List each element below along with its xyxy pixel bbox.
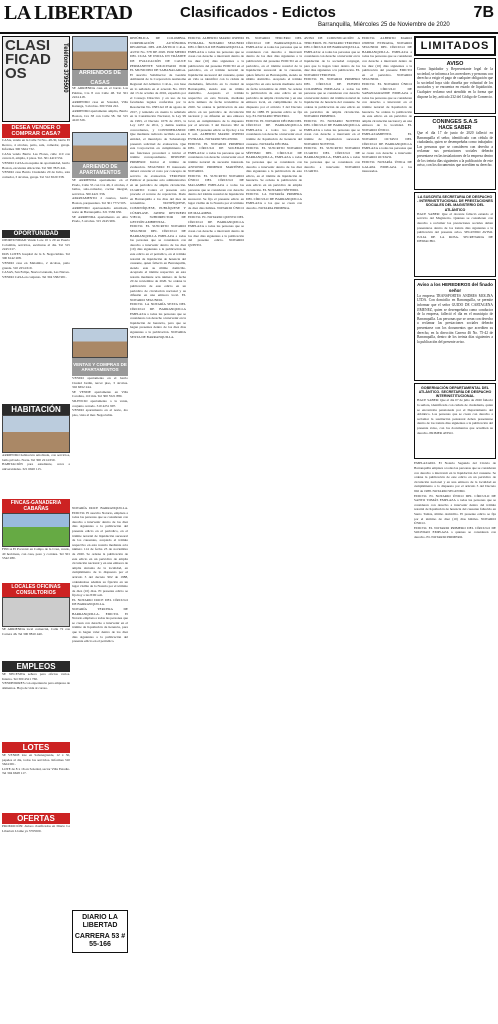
listings-offices: SE ARRIENDA local comercial, Calle 72 con Carrera 46. Tel 300 8810 440. xyxy=(2,627,71,636)
listings-farms: FINCA El Porvenir en Campo de la Cruz, vendo, 40 hectáreas, con casa, pozo y corrales. Tel 301 5542 280. xyxy=(2,547,71,561)
listings-house-rentals: SE ARRIENDA casa en el barrio Las Palmas, Cra 8 con Calle 48. Tel 301 2224 418. ARRIENDO casa en Soledad, Villa Katanga, 3 alcobas. 300 5504 222. ARRIENDO apartamento amplio, Barrio Boston, Cra 38 con Calle 58. Tel 315 4410 326. xyxy=(72,86,128,123)
edict-column-2: EDICTO. ALBERTO MARIO OSPINO ESTRADA. NOTARIO SEGUNDO DEL CÍRCULO DE BARRANQUILLA. EMPLAZA a todas las personas que se crean con derecho a intervenir dentro de los diez (10) días siguientes a la publicación del presente EDICTO en el periódico, en el trámite notarial de liquidación sucesoral del causante, quien en vida se identificó con la cédula de ciudadanía, fallecido en la ciudad de Barranquilla, siendo este su último domicilio. Aceptado el trámite respectivo en esta Notaría, mediante Acta número de fecha noviembre de 2020. Se ordena la publicación de este edicto en un periódico de circulación nacional y su difusión en una emisora local, en cumplimiento de lo dispuesto por el artículo 3 del Decreto 902 de 1988. El presente edicto se fija hoy a las 8 a.m. ALBERTO MARIO OSPINO ESTRADA. NOTARIO SEGUNDO. EDICTO. EL NOTARIO PRIMERO DEL CÍRCULO DE SOLEDAD EMPLAZA: a todas las personas que se consideren con derecho a intervenir en el trámite notarial de sucesión intestada. ANTONIO PRIMERO MARTÍNEZ, NOTARIO. EDICTO. EL SUSCRITO NOTARIO ÚNICO DEL CÍRCULO DE MALAMBO EMPLAZA a todas las personas que se consideren con derecho dentro del trámite notarial de liquidación sucesoral. Se fija el presente edicto en lugar visible de la Notaría por el término de diez días hábiles. NOTARIO ÚNICO DE MALAMBO. EDICTO. EL NOTARIO QUINTO DEL CÍRCULO DE BARRANQUILLA EMPLAZA a todas las personas que se crean con derecho a intervenir dentro de los diez días siguientes a la publicación del presente edicto. NOTARIO QUINTO. xyxy=(188,36,245,247)
aviso-heading: AVISO xyxy=(446,61,464,67)
banner-apartment-rentals: ARRIENDO DE APARTAMENTOS xyxy=(72,162,128,178)
heirs-heading: Aviso a los HEREDEROS del finado señor xyxy=(417,281,493,293)
coninges-text: Que el día 17 de junio de 2020 falleció en Barranquilla el señor, identificado con cédula de ciudadanía, quien se desempeñaba como trabajador. Las personas que se consideren con derecho a reclamar sus prestaciones sociales deberán presentarse en las instalaciones de la empresa dentro de los treinta días siguientes a la publicación de este aviso, con los documentos que acrediten su derecho. xyxy=(417,131,494,168)
category-buy-sell-house: DESEA VENDER O COMPRAR CASA? xyxy=(2,124,70,138)
coninges-subheading: HACE SABER xyxy=(438,125,472,131)
category-jobs: EMPLEOS xyxy=(2,661,70,672)
farm-photo xyxy=(2,513,70,547)
limitados-heading: LIMITADOS xyxy=(414,36,496,56)
category-offices: LOCALES OFICINAS CONSULTORIOS xyxy=(2,583,70,597)
classifieds-logo-word: CLASIFICADOS xyxy=(5,37,51,82)
magisterio-text: HACE SABER: Que el docente falleció estando al servicio del Magisterio. Quienes se consideren con derecho a reclamar las prestaciones sociales deben presentarse dentro de los treinta días siguientes a la publicación del presente aviso. SEGUNDO AVISO. JULIA DE LA ROSA. SECRETARIA DE DESPACHO. xyxy=(417,211,494,244)
notices-column xyxy=(414,36,496,1022)
listings-opportunity: OPORTUNIDAD Vendo Lote 10 x 20 en Puerto Colombia, servicios, escrituras al día. Tel 315 2245 017. DOS LOTES hospital de la 6. Negociables. Tel 300 6142 208. VENDO casa en Malambo, 2 alcobas, patio grande. 310 2254 619. CASAS, San Felipe, Nueva Granada, Las Nieves. VENDO CASA en conjunto. Tel 304 5582 901. xyxy=(2,238,70,279)
category-opportunity: OPORTUNIDAD xyxy=(2,230,70,238)
banner-house-rentals: ARRIENDOS DE CASAS xyxy=(72,70,128,86)
gobernacion-heading: GOBERNACIÓN DEPARTAMENTAL DEL ATLÁNTICO. SECRETARÍA DE DESPACHO INTERINSTITUCIONAL xyxy=(418,385,492,399)
aviso-text: Como liquidador y Representante legal de la sociedad, se informa a los acreedores y personas con derecho a exigir el pago de cualquier obligación que la sociedad haya sido disuelta por voluntad de los asociados y se encuentra en estado de liquidación. Cualquier reclamo será atendido en la forma que dispone la ley, artículo 232 del Código de Comercio. xyxy=(417,67,494,99)
listings-lots: SE VENDE lote en Sabanagrande, 12 x 30, papeles al día, todos los servicios. Informes 310 5624 001. LOTE de 8 x 16 en Soledad, sector Villa Estadio. Tel 304 6628 117. xyxy=(2,753,70,776)
notice-text: NOTARÍA DOCE BARRANQUILLA. EDICTO. El suscrito Notario, emplaza a todas las personas que se consideren con derecho a intervenir dentro de los diez días siguientes a la publicación del presente edicto en el periódico, en el trámite notarial de liquidación sucesoral de los causantes, aceptado el trámite respectivo en esta notaría mediante acta número 114 de fecha 23 de noviembre de 2020. Se ordena la publicación de este edicto en un periódico de amplia circulación nacional y en una emisora de amplia sintonía de la localidad, en cumplimiento de lo dispuesto por el artículo 3 del decreto 902 de 1988, ordenándose además su fijación en un lugar visible de la Notaría por el término de diez (10) días. El presente edicto se fija hoy a las 8:00 a.m. EL NOTARIO DOCE DEL CÍRCULO DE BARRANQUILLA. NOTARÍA TERCERA DE BARRANQUILLA. EDICTO. El Notario emplaza a todas las personas que se crean con derecho a intervenir en el trámite de liquidación de herencia, para que lo hagan valer dentro de los diez días siguientes a la publicación del presente edicto en el periódico. xyxy=(72,506,128,644)
newspaper-logo: LA LIBERTAD xyxy=(4,2,133,24)
listings-houses: CASA, vendo en la Calle 74 Nro. 48-30, barrio El Recreo, 4 alcobas, patio, sala, comedor, garaje. Informes 300 5624 732. CASA vendo Barrio Las Flores, calle 110 con carrera 6, amplia, 2 pisos. Tel. 301 4419 552. VENDO CASA en esquina de oportunidad, barrio Boston, excelente ubicación. Tel 300 7825 441. VENDO casa Barrio Ciudadela 20 de Julio, sala comedor, 3 alcobas, garaje. Tel 312 6520 338. xyxy=(2,138,70,179)
listings-jobs: SE NECESITA señora para oficios varios. Interna. Tel 300 4521 760. VENDEDORES con experiencia para empresa de alimentos. Hoja de vida al correo. xyxy=(2,672,70,690)
category-lots: LOTES xyxy=(2,742,70,753)
gobernacion-text: HACE SABER: Que el día 07 de julio de 2020 falleció la señora, identificada con cédula de ciudadanía, quien se encontraba pensionada por el Departamento del Atlántico. Las personas que se crean con derecho a reclamar la sustitución pensional deben presentarse dentro de los treinta días siguientes a la publicación del presente aviso, con los documentos que acrediten su derecho. PRIMER AVISO. xyxy=(417,398,494,435)
heirs-text: La empresa TRANSPORTES ANDRES MOLINA LTDA. Con domicilio en Barranquilla, se permite informar que el señor GUIDO DE CARTAGENA JIMENEZ, quien se desempeñaba como conductor de la empresa, falleció el día en el municipio de Barranquilla. Las personas que se crean con derecho a reclamar las prestaciones sociales deberán presentarse con los documentos que acrediten su derecho, en la dirección Carrera 46 No. 75-42 de Barranquilla, dentro de los treinta días siguientes a la publicación del presente aviso. xyxy=(417,293,494,344)
classifieds-phone: Teléfono 3795500 xyxy=(62,43,68,93)
newspaper-ad-title: DIARIO LA LIBERTAD xyxy=(82,914,118,929)
newspaper-ad-address: CARRERA 53 # 55-166 xyxy=(74,933,126,948)
magisterio-box xyxy=(414,192,496,277)
coninges-box xyxy=(414,116,496,190)
masthead xyxy=(0,0,498,34)
category-room: HABITACIÓN xyxy=(2,404,70,415)
section-title: Clasificados - Edictos xyxy=(180,4,336,21)
magisterio-heading: LA SUSCRITA SECRETARIA DE DESPACHO - INTERINSTITUCIONAL DE PRESTACIONES SOCIALES DEL MAGISTERIO DEL ATLÁNTICO xyxy=(417,195,493,212)
edict-column-6: EMPLAZADO. El Notario Segundo del Círculo de Barranquilla emplaza a todas las personas que se consideren con derecho a intervenir en la liquidación del causante. Se ordena la publicación de este edicto en un periódico de circulación nacional y en una emisora de la localidad en cumplimiento a lo dispuesto por el artículo 3 del Decreto 902 de 1988. NOTARIO SEGUNDO. EDICTO. EL NOTARIO ÚNICO DEL CÍRCULO DE SANTO TOMÁS EMPLAZA a todas las personas que se consideren con derecho a intervenir dentro del trámite notarial de liquidación de herencia del causante fallecido en Santo Tomás, último domicilio. El presente edicto se fija por el término de diez (10) días hábiles. NOTARIO ÚNICO. EDICTO. EL NOTARIO PRIMERO DEL CÍRCULO DE SOLEDAD EMPLAZA a quienes se consideren con derecho. EL NOTARIO PRIMERO. xyxy=(414,461,496,539)
sale-photo xyxy=(72,328,128,358)
listings-apartment-rentals: SE ARRIENDA apartamento en el Prado, Calle 55 con Cra 46, 2 alcobas, 2 baños, sala-comedor, cocina integral, servicios. 300 4421 336. APARTAMENTO 2 cuartos, barrio Boston, parqueadero. Tel 301 7772 505. ARRIENDO apartaestudio amoblado, norte de Barranquilla. 321 5582 630. SE ARRIENDA apartamento en Alto Prado, 3 alcobas. 315 2245 906. xyxy=(72,178,128,224)
aviso-box xyxy=(414,58,496,114)
apartment-photo xyxy=(72,132,128,162)
heirs-box xyxy=(414,279,496,381)
classifieds-column xyxy=(2,36,70,1022)
edict-column-5: EDICTO. ALBERTO MARIO OSPINO ESTRADA, NOTARIO SEGUNDO DEL CÍRCULO DE BARRANQUILLA. EMPLAZA a todas las personas que se consideren con derecho a intervenir dentro de los diez (10) días siguientes a la publicación del presente EDICTO en el periódico. NOTARIO SEGUNDO. EDICTO. EL NOTARIO ÚNICO DEL CÍRCULO DE SABANAGRANDE EMPLAZA a todas las personas que se consideren con derecho a intervenir en el trámite notarial de liquidación de herencia. Se ordena la publicación de este edicto en un periódico de amplia circulación nacional y en una emisora de la localidad. EL NOTARIO ÚNICO. EMPLAZAMIENTO. EL NOTARIO OCTAVO DEL CÍRCULO DE BARRANQUILLA EMPLAZA a todas las personas que se crean con derecho a intervenir. NOTARIO OCTAVO. EDICTO. NOTARÍA ÚNICA DE GALAPA EMPLAZA a los interesados. xyxy=(362,36,412,174)
listings-apartment-sales: VENDO apartamento en el barrio Ciudad Jardín, tercer piso, 3 alcobas. 302 6652 244. SE VENDE apartamento en Villa Carolina, 110 mts. Tel 300 5521 880. SILENCIO apartamento a la venta, conjunto cerrado. 310 4251 997. VENDO apartamento en el norte, 4to piso, vista al mar. Negociable. xyxy=(72,376,128,417)
rental-photo xyxy=(72,36,128,70)
category-offers: OFERTAS xyxy=(2,813,70,824)
category-farms: FINCAS-GANADERIA CABAÑAS xyxy=(2,499,70,513)
edict-column-4: AVISO DE COMUNICACIÓN A TERCEROS. EL NOTARIO TERCERO DEL CÍRCULO DE BARRANQUILLA. EMPLAZA: A todas las personas que se consideren con derecho a intervenir en la liquidación de la sociedad conyugal, para que lo hagan valer dentro de los diez días siguientes a la publicación. EL NOTARIO TERCERO. EDICTO. EL NOTARIO PRIMERO DEL CÍRCULO DE PUERTO COLOMBIA EMPLAZA a todas las personas que se consideren con derecho a intervenir dentro del trámite notarial de liquidación de herencia del causante. Se ordena la publicación de este edicto en un periódico de amplia circulación. NOTARIO PRIMERO. EDICTO. EL NOTARIO NOVENO DEL CÍRCULO DE BARRANQUILLA EMPLAZA a todas las personas que se crean con derecho a intervenir en el trámite de liquidación sucesoral. NOTARIO NOVENO. EDICTO. EL SUSCRITO NOTARIO CUARTO DEL CÍRCULO DE BARRANQUILLA, EMPLAZA a todas las personas que se consideren con derecho a intervenir. NOTARIO CUARTO. xyxy=(304,36,361,174)
rentals-column xyxy=(72,36,128,1022)
coninges-heading: CONINGES S.A.S xyxy=(432,119,478,125)
edict-column-1: REPÚBLICA DE COLOMBIA. CORPORACIÓN AUTÓNOMA REGIONAL DEL ATLÁNTICO C.R.A. AUTO No. 578 DE 2020. POR MEDIO DEL CUAL SE INICIA UN TRÁMITE DE EVALUACIÓN DE CAUCE PERMANENTE SOLICITADO POR EL MUNICIPIO DE SABANALARGA. El suscrito Subdirector de Gestión Ambiental de la Corporación Autónoma Regional del Atlántico C.R.A., con base en lo señalado en el acuerdo No. 0015 del 13 de octubre de 2016, expedido por el Consejo Directivo y en uso de las facultades legales conferidas por la Resolución No. 0583 del 18 de agosto de 2017, y teniendo en cuenta lo señalado en la Constitución Nacional, la Ley 99 de 1993, el Decreto 1076 de 2015, la Ley 1437 de 2011, y demás normas concordantes, y CONSIDERANDO: Que mediante radicado recibido en esta entidad, el municipio de Sabanalarga presentó solicitud de evaluación. Que esta Corporación en cumplimiento de sus funciones procederá a iniciar el trámite correspondiente. DISPONE: PRIMERO: Iniciar el trámite de evaluación. SEGUNDO: El interesado deberá cancelar el costo por concepto de servicio de evaluación. TERCERO: Publicar el presente acto administrativo en un periódico de amplia circulación. CUARTO: Contra el presente acto procede el recurso de reposición. Dado en Barranquilla a los días del mes de noviembre. NOTIFÍQUESE, COMUNÍQUESE, PUBLÍQUESE Y CÚMPLASE. JAVIER RESTREPO VIECO, SUBDIRECTOR DE GESTIÓN AMBIENTAL. EDICTO. EL SUSCRITO NOTARIO SEGUNDO DEL CÍRCULO DE BARRANQUILLA EMPLAZA a todas las personas que se consideren con derecho a intervenir dentro de los diez (10) días siguientes a la publicación de este edicto en el periódico, en el trámite notarial de liquidación de herencia del causante, quien falleció en Barranquilla, siendo este su último domicilio. Aceptado el trámite respectivo en esta notaría mediante acta número de fecha 20 de noviembre de 2020. Se ordena la publicación de este edicto en un periódico de circulación nacional y su difusión en una emisora local. EL NOTARIO SEGUNDO. EDICTO. LA NOTARÍA SEXTA DEL CÍRCULO DE BARRANQUILLA EMPLAZA a todas las personas que se consideren con derecho a intervenir en la liquidación de herencia, para que se hagan presentes dentro de los diez días siguientes a la publicación. NOTARIA SEXTA DE BARRANQUILLA. xyxy=(130,36,186,339)
gobernacion-box xyxy=(414,383,496,460)
newspaper-ad xyxy=(72,910,128,953)
listings-offers: PROMOCIÓN: Avisos clasificados en Diario La Libertad. Llame ya 3795500. xyxy=(2,824,71,833)
office-photo xyxy=(2,597,70,627)
banner-apartment-sales: VENTAS Y COMPRAS DE APARTAMENTOS xyxy=(72,358,128,376)
classifieds-logo xyxy=(2,36,70,122)
room-photo xyxy=(2,415,70,453)
page-number: 7B xyxy=(473,4,494,21)
edict-column-3: EL NOTARIO TERCERO DEL CÍRCULO DE BARRANQUILLA. EMPLAZA: A todas las personas que se consideren con derecho a intervenir dentro de los diez días siguientes a la publicación del presente EDICTO en el periódico, en el trámite notarial de la liquidación sucesoral de la causante, quien falleció en Barranquilla, siendo su último domicilio. Aceptado el trámite respectivo en esta notaría mediante Acta de fecha noviembre de 2020. Se ordena la publicación de este edicto en un periódico de amplia circulación y en una emisora local, en cumplimiento de lo dispuesto por el artículo 3 del Decreto 902 de 1988. El presente edicto se fija hoy. EL NOTARIO TERCERO. EDICTO. EL NOTARIO DÉCIMO DEL CÍRCULO DE BARRANQUILLA EMPLAZA a todos los que se consideren con derecho a intervenir en el trámite de liquidación de herencia del causante. NOTARÍA DÉCIMA. EDICTO. EL SUSCRITO NOTARIO SÉPTIMO DEL CÍRCULO DE BARRANQUILLA, EMPLAZA a todas las personas que se consideren con derecho a intervenir dentro de los diez días siguientes a la publicación de este edicto, en el trámite de liquidación de herencia. Se ordena la publicación de este edicto en un periódico de amplia circulación. EL NOTARIO SÉPTIMO. EDICTO. LA NOTARÍA PRIMERA DEL CÍRCULO DE BARRANQUILLA EMPLAZA a los que se crean con derecho. NOTARIA PRIMERA. xyxy=(246,36,302,210)
dateline: Barranquilla, Miércoles 25 de Noviembre de 2020 xyxy=(318,22,450,28)
listings-room: ARRIENDO habitación amoblada, con servicios, baño privado. Norte. Tel 300 2214 650. HABITACIÓN para estudiante, cerca a universidades. 321 6620 115. xyxy=(2,453,70,471)
